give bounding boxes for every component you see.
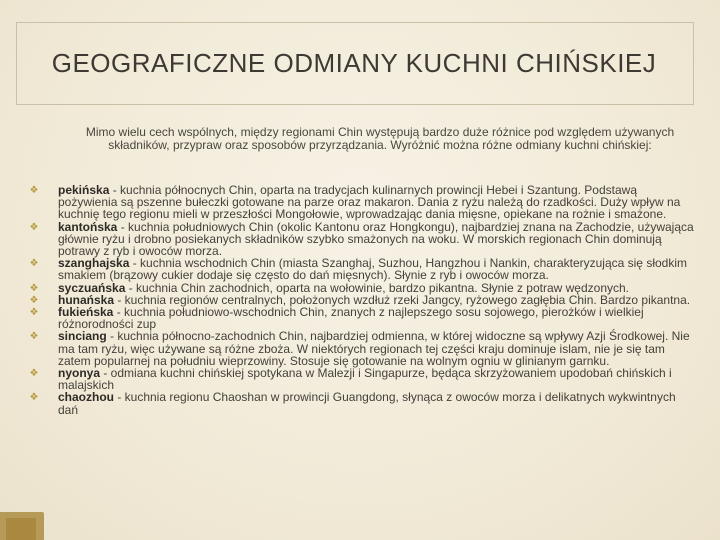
corner-decoration bbox=[0, 512, 44, 540]
title-underline bbox=[16, 104, 693, 105]
item-text: - kuchnia północno-zachodnich Chin, najbardziej odmienna, w której widoczne są wpływy Azji Środkowej. Nie ma tam ryżu, więc używane są różne zboża. W niektórych regionach tej części kraju dominuje islam, nie je się tam zatem popularnej na południu wieprzowiny. Stosuje się gotowanie na wolnym ogniu w glinianym garnku. bbox=[58, 329, 690, 368]
diamond-bullet-icon: ❖ bbox=[29, 258, 39, 270]
list-item bbox=[28, 330, 698, 367]
diamond-bullet-icon: ❖ bbox=[29, 307, 39, 319]
item-text: - odmiana kuchni chińskiej spotykana w Malezji i Singapurze, będąca skrzyżowaniem upodobań chińskich i malajskich bbox=[58, 366, 672, 393]
item-text: - kuchnia południowych Chin (okolic Kantonu oraz Hongkongu), najbardziej znana na Zachodzie, używająca głównie ryżu i drobno posiekanych składników szybko smażonych na woku. W morskich regionach Chin dominują potrawy z ryb i owoców morza. bbox=[58, 219, 694, 259]
list-item bbox=[28, 391, 698, 415]
diamond-bullet-icon: ❖ bbox=[29, 282, 39, 294]
item-name: sinciang bbox=[58, 329, 107, 344]
diamond-bullet-icon: ❖ bbox=[29, 294, 39, 306]
intro-paragraph: Mimo wielu cech wspólnych, między regionami Chin występują bardzo duże różnice pod względem używanych składników, przypraw oraz sposobów przyrządzania. Wyróżnić można różne odmiany kuchni chińskiej: bbox=[85, 125, 675, 152]
diamond-bullet-icon: ❖ bbox=[29, 221, 39, 233]
item-text: - kuchnia regionów centralnych, położonych wzdłuż rzeki Jangcy, ryżowego zagłębia Chin. Bardzo pikantna. bbox=[114, 292, 691, 307]
item-name: kantońska bbox=[58, 219, 118, 234]
list-item bbox=[28, 367, 698, 391]
item-name: nyonya bbox=[58, 366, 101, 381]
diamond-bullet-icon: ❖ bbox=[29, 185, 39, 196]
item-name: syczuańska bbox=[58, 280, 126, 295]
cuisine-list bbox=[28, 184, 698, 416]
list-item bbox=[28, 184, 698, 221]
item-text: - kuchnia regionu Chaoshan w prowincji Guangdong, słynąca z owoców morza i delikatnych wykwintnych dań bbox=[58, 390, 676, 417]
item-text: - kuchnia południowo-wschodnich Chin, znanych z najlepszego sosu sojowego, pierożków i wielkiej różnorodności zup bbox=[58, 305, 644, 332]
item-name: chaozhou bbox=[58, 390, 114, 405]
item-name: fukieńska bbox=[58, 305, 114, 320]
list-item bbox=[28, 257, 698, 281]
list-item bbox=[28, 221, 698, 258]
item-text: - kuchnia wschodnich Chin (miasta Szanghaj, Suzhou, Hangzhou i Nankin, charakteryzująca się słodkim smakiem (brązowy cukier dodaje się często do dań mięsnych). Słynie z ryb i owoców morza. bbox=[58, 256, 687, 283]
item-text: - kuchnia Chin zachodnich, oparta na wołowinie, bardzo pikantna. Słynie z potraw wędzonych. bbox=[125, 280, 630, 295]
corner-decoration-inner bbox=[6, 518, 36, 540]
diamond-bullet-icon: ❖ bbox=[29, 392, 39, 404]
item-name: pekińska bbox=[58, 183, 110, 197]
item-name: hunańska bbox=[58, 292, 115, 307]
item-text: - kuchnia północnych Chin, oparta na tradycjach kulinarnych prowincji Hebei i Szantung. Podstawą pożywienia są pszenne bułeczki gotowane na parze oraz makaron. Dania z ryżu należą do rzadkości. Duży wpływ na kuchnię tego regionu mieli w przeszłości Mongołowie, wprowadzając dania mięsne, opiekane na rożnie i smażone. bbox=[58, 183, 681, 222]
diamond-bullet-icon: ❖ bbox=[29, 331, 39, 343]
item-name: szanghajska bbox=[58, 256, 130, 271]
diamond-bullet-icon: ❖ bbox=[29, 368, 39, 380]
slide-title: GEOGRAFICZNE ODMIANY KUCHNI CHIŃSKIEJ bbox=[51, 48, 657, 78]
list-item bbox=[28, 306, 698, 330]
